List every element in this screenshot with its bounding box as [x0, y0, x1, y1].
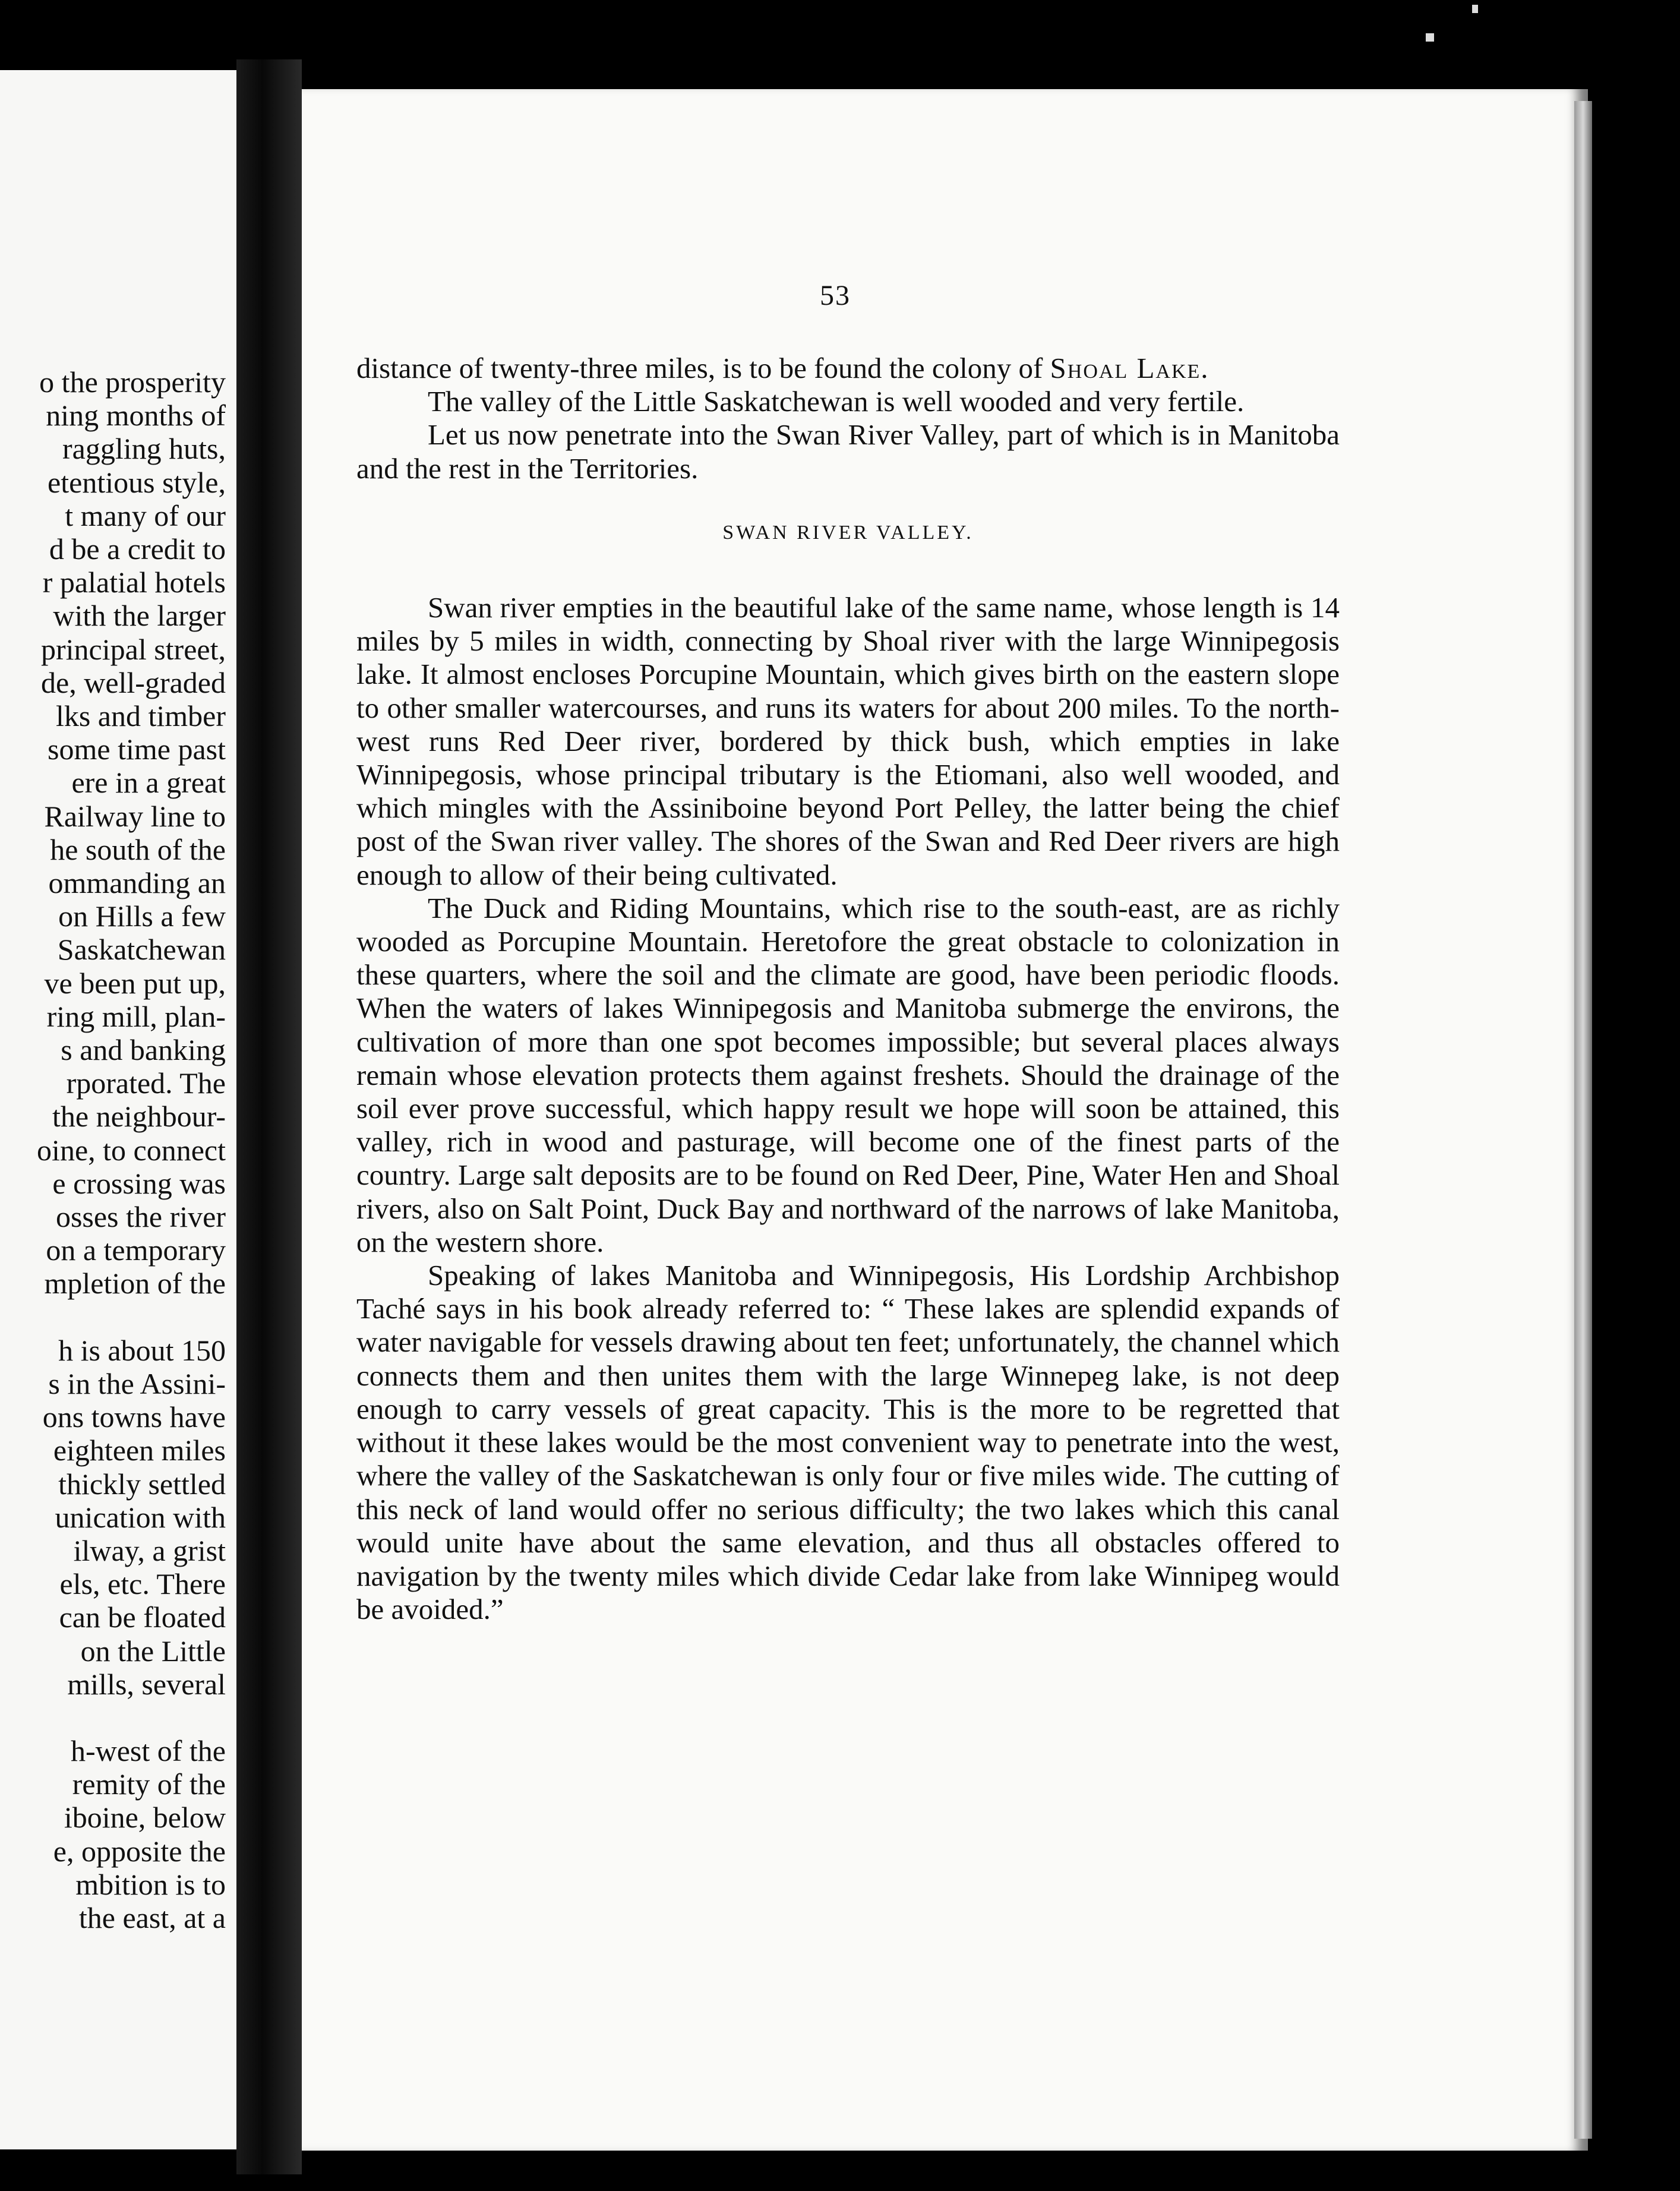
section-heading: SWAN RIVER VALLEY. [722, 521, 974, 544]
previous-page-line: h-west of the [70, 1734, 226, 1767]
previous-page-line: etentious style, [48, 465, 226, 499]
previous-page-line: els, etc. There [59, 1567, 226, 1601]
previous-page-line: o the prosperity [39, 365, 226, 399]
page-body [356, 352, 1340, 1626]
duck-riding-paragraph: The Duck and Riding Mountains, which rise to the south-east, are as richly wooded as Porcupine Mountain. Heretofore the great obstacle to colonization in these quarters, where the soil and the climate are good, have been periodic floods. When the waters of lakes Winnipegosis and Manitoba submerge the environs, the cultivation of more than one spot becomes impossible; but several places always remain whose elevation protects them against freshets. Should the drainage of the soil ever prove successful, which happy result we hope will soon be attained, this valley, rich in wood and pasturage, will become one of the finest parts of the country. Large salt deposits are to be found on Red Deer, Pine, Water Hen and Shoal rivers, also on Salt Point, Duck Bay and northward of the narrows of lake Manitoba, on the western shore. [356, 891, 1340, 1258]
previous-page-line: eighteen miles [53, 1434, 226, 1467]
book-gutter [236, 59, 302, 2174]
previous-page [0, 70, 236, 2149]
previous-page-line: d be a credit to [49, 532, 226, 566]
page-edge [1574, 101, 1592, 2139]
swan-river-paragraph: Swan river empties in the beautiful lake of the same name, whose length is 14 miles by 5 miles in width, connecting by Shoal river with the large Winnipegosis lake. It almost encloses Porcupine Mountain, which gives birth on the eastern slope to other smaller watercourses, and runs its waters for about 200 miles. To the north-west runs Red Deer river, bordered by thick bush, which empties in lake Winnipegosis, whose principal tributary is the Etiomani, also well wooded, and which mingles with the Assiniboine beyond Port Pelley, the latter being the chief post of the Swan river valley. The shores of the Swan and Red Deer rivers are high enough to allow of their being cultivated. [356, 591, 1340, 891]
previous-page-line: on the Little [80, 1634, 226, 1668]
intro-text: distance of twenty-three miles, is to be found the colony of [356, 352, 1043, 384]
previous-page-line: ning months of [46, 399, 226, 432]
previous-page-line: on Hills a few [58, 899, 226, 933]
previous-page-line: ilway, a grist [73, 1533, 226, 1567]
previous-page-text [0, 365, 226, 1934]
previous-page-line: mbition is to [75, 1867, 226, 1901]
previous-page-line: ommanding an [48, 866, 226, 900]
previous-page-line: thickly settled [58, 1467, 226, 1501]
previous-page-line: remity of the [72, 1767, 226, 1801]
previous-page-line: Railway line to [44, 799, 226, 833]
previous-page-line: unication with [55, 1500, 226, 1534]
previous-page-line: he south of the [50, 832, 226, 866]
previous-page-line: ons towns have [42, 1400, 226, 1434]
previous-page-line: de, well-graded [41, 665, 226, 699]
previous-page-line: osses the river [55, 1200, 226, 1234]
previous-page-line: raggling huts, [62, 432, 226, 466]
previous-page-line: Saskatchewan [57, 933, 226, 967]
previous-page-line: the east, at a [78, 1900, 226, 1934]
previous-page-line: ere in a great [71, 766, 226, 800]
previous-page-line: t many of our [65, 498, 226, 532]
previous-page-line: r palatial hotels [42, 566, 226, 599]
previous-page-line: principal street, [41, 632, 226, 666]
previous-page-line: mills, several [67, 1667, 226, 1701]
previous-page-line: some time past [48, 733, 226, 766]
previous-page-line: on a temporary [46, 1233, 226, 1267]
previous-page-line: s and banking [61, 1033, 226, 1067]
previous-page-line: h is about 150 [58, 1333, 226, 1367]
penetrate-paragraph: Let us now penetrate into the Swan River Valley, part of which is in Manitoba and the rest in the Territories. [356, 418, 1340, 485]
previous-page-line: the neighbour- [52, 1100, 226, 1134]
line-gap [0, 1300, 226, 1334]
previous-page-line: s in the Assini- [48, 1366, 226, 1400]
previous-page-line: can be floated [59, 1600, 226, 1634]
little-saskatchewan-paragraph: The valley of the Little Saskatchewan is well wooded and very fertile. [428, 385, 1245, 418]
shoal-lake-label: Shoal Lake. [1050, 352, 1210, 384]
speck [1426, 33, 1434, 42]
previous-page-line: lks and timber [55, 699, 226, 733]
previous-page-line: rporated. The [66, 1066, 226, 1100]
intro-paragraph [356, 352, 1340, 385]
previous-page-line: e crossing was [52, 1166, 226, 1200]
previous-page-line: with the larger [53, 599, 226, 633]
previous-page-line: ve been put up, [44, 966, 226, 1000]
previous-page-line: mpletion of the [44, 1267, 226, 1300]
page-number: 53 [820, 280, 851, 311]
line-gap [0, 1701, 226, 1734]
speaking-of-lakes-paragraph: Speaking of lakes Manitoba and Winnipegosis, His Lordship Archbishop Taché says in his book already referred to: “ These lakes are splendid expands of water navigable for vessels drawing about ten feet; unfortunately, the channel which connects them and then unites them with the large Winnepeg lake, is not deep enough to carry vessels of great capacity. This is the more to be regretted that without it these lakes would be the most convenient way to penetrate into the west, where the valley of the Saskatchewan is only four or five miles wide. The cutting of this neck of land would offer no serious difficulty; the two lakes which this canal would unite have about the same elevation, and thus all obstacles offered to navigation by the twenty miles which divide Cedar lake from lake Winnipeg would be avoided.” [356, 1259, 1340, 1626]
previous-page-line: oine, to connect [37, 1133, 226, 1167]
previous-page-line: ring mill, plan- [46, 999, 226, 1033]
previous-page-line: e, opposite the [53, 1834, 226, 1868]
speck [1472, 5, 1478, 13]
previous-page-line: iboine, below [64, 1801, 226, 1835]
